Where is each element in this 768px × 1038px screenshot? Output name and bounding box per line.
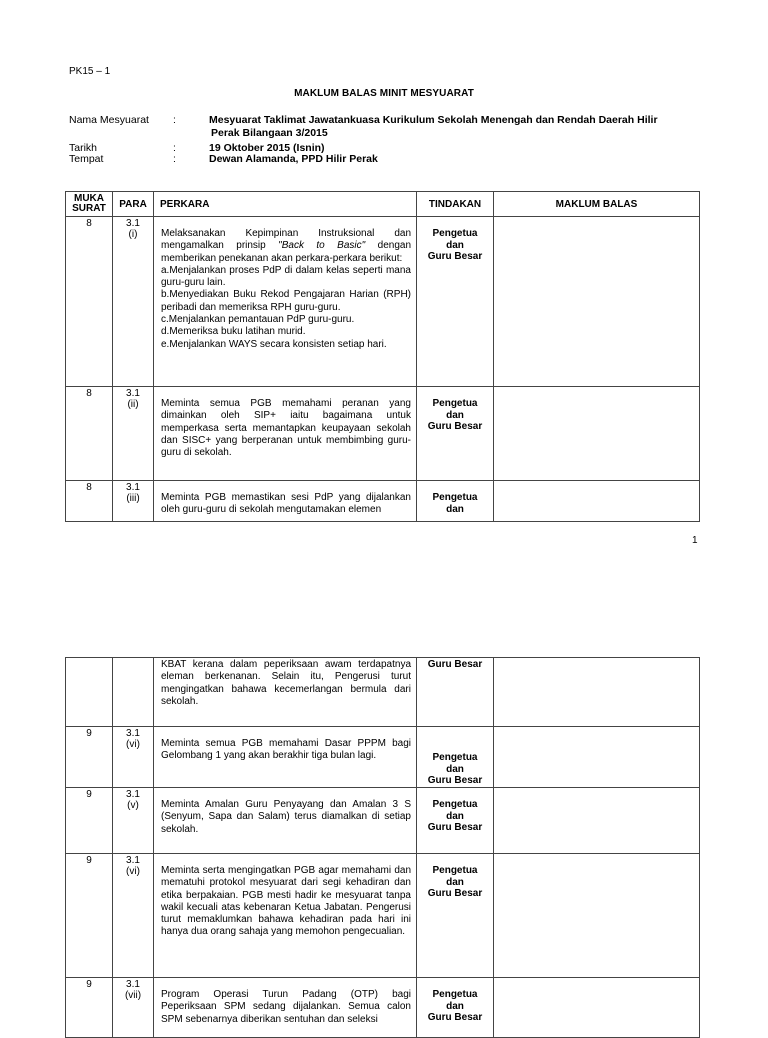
table-row	[66, 727, 700, 788]
cell-muka-surat: 9	[66, 854, 113, 978]
cell-tindakan	[417, 978, 494, 1038]
muka-line1: MUKA	[74, 193, 104, 204]
tindakan-line: dan	[446, 239, 464, 251]
col-header-perkara: PERKARA	[154, 192, 417, 217]
table-header-row	[66, 192, 700, 217]
tindakan-line: dan	[446, 876, 464, 888]
perkara-italic-text: "Back to Basic"	[278, 240, 366, 252]
cell-muka-surat: 9	[66, 978, 113, 1038]
list-item: d.Memeriksa buku latihan murid.	[161, 326, 306, 338]
meta-label-tarikh: Tarikh	[69, 142, 98, 154]
meta-value-tempat: Dewan Alamanda, PPD Hilir Perak	[209, 153, 378, 165]
table-row	[66, 788, 700, 854]
tindakan-line: Pengetua	[432, 492, 478, 503]
cell-muka-surat: 9	[66, 788, 113, 854]
meta-colon: :	[173, 153, 176, 165]
minutes-table-page1	[65, 191, 700, 522]
para-number: 3.1	[126, 728, 140, 739]
tindakan-line: Guru Besar	[427, 421, 483, 432]
para-number: 3.1	[126, 388, 140, 399]
cell-muka-surat: 8	[66, 481, 113, 522]
meta-value-nama-line2: Perak Bilangaan 3/2015	[211, 127, 328, 139]
cell-perkara: Meminta Amalan Guru Penyayang dan Amalan 3 S (Senyum, Sapa dan Salam) terus diamalkan di setiap sekolah.	[154, 788, 417, 854]
cell-muka-surat: 9	[66, 727, 113, 788]
table-row	[66, 481, 700, 522]
tindakan-line: dan	[446, 763, 464, 775]
col-header-para: PARA	[113, 192, 154, 217]
col-header-tindakan: TINDAKAN	[417, 192, 494, 217]
tindakan-line: dan	[446, 503, 464, 515]
list-item: b.Menyediakan Buku Rekod Pengajaran Harian (RPH) peribadi dan memeriksa RPH guru-guru.	[161, 289, 411, 313]
cell-perkara: Meminta semua PGB memahami peranan yang dimainkan oleh SIP+ iaitu bagaimana untuk memperkasa serta memantapkan keupayaan sekolah dan SISC+ yang berperanan untuk membimbing guru-guru di sekolah.	[154, 387, 417, 481]
cell-para	[113, 217, 154, 387]
cell-para	[113, 387, 154, 481]
cell-perkara: KBAT kerana dalam peperiksaan awam terdapatnya eleman berkenanan. Selain itu, Pengerusi turut mengingatkan bahawa kecemerlangan bermula dari sekolah.	[154, 658, 417, 727]
cell-perkara: Meminta serta mengingatkan PGB agar memahami dan mematuhi protokol mesyuarat dari segi kehadiran dan etika berpakaian. PGB mesti hadir ke mesyuarat tanpa wakil kecuali atas kebenaran Ketua Jabatan. Pengerusi turut memaklumkan bahawa kehadiran pada hari ini hanya dua orang sahaja yang memohon pengecualian.	[154, 854, 417, 978]
cell-tindakan	[417, 727, 494, 788]
tindakan-line: Pengetua	[432, 799, 478, 810]
cell-tindakan	[417, 854, 494, 978]
meta-label-nama: Nama Mesyuarat	[69, 114, 149, 126]
col-header-maklum-balas: MAKLUM BALAS	[494, 192, 700, 217]
cell-para	[113, 727, 154, 788]
para-sub: (i)	[128, 229, 138, 240]
para-sub: (iii)	[126, 493, 140, 504]
cell-maklum-balas[interactable]	[494, 481, 700, 522]
cell-maklum-balas[interactable]	[494, 387, 700, 481]
cell-maklum-balas[interactable]	[494, 788, 700, 854]
para-sub: (vii)	[124, 990, 142, 1001]
para-number: 3.1	[126, 482, 140, 493]
cell-tindakan	[417, 481, 494, 522]
cell-perkara: Meminta semua PGB memahami Dasar PPPM bagi Gelombang 1 yang akan berakhir tiga bulan lagi.	[154, 727, 417, 788]
perkara-text-cont: dengan memberikan penekanan akan perkara-perkara berikut:	[161, 240, 412, 264]
tindakan-line: Guru Besar	[427, 1012, 483, 1023]
cell-maklum-balas[interactable]	[494, 727, 700, 788]
meta-label-tempat: Tempat	[69, 153, 104, 165]
muka-line2: SURAT	[72, 203, 106, 214]
cell-perkara	[154, 217, 417, 387]
meta-value-nama-line1: Mesyuarat Taklimat Jawatankuasa Kurikulum Sekolah Menengah dan Rendah Daerah Hilir	[209, 114, 658, 126]
page-number: 1	[692, 535, 698, 546]
tindakan-line: Pengetua	[432, 989, 478, 1000]
tindakan-line: Guru Besar	[427, 822, 483, 833]
para-sub: (vi)	[126, 866, 140, 877]
cell-perkara: Meminta PGB memastikan sesi PdP yang dijalankan oleh guru-guru di sekolah mengutamakan elemen	[154, 481, 417, 522]
tindakan-line: dan	[446, 1000, 464, 1012]
para-sub: (vi)	[126, 739, 140, 750]
tindakan-line: Guru Besar	[427, 659, 483, 670]
cell-tindakan	[417, 387, 494, 481]
cell-tindakan	[417, 658, 494, 727]
meta-value-tarikh: 19 Oktober 2015 (Isnin)	[209, 142, 325, 154]
cell-maklum-balas[interactable]	[494, 978, 700, 1038]
tindakan-line: dan	[446, 409, 464, 421]
cell-maklum-balas[interactable]	[494, 854, 700, 978]
para-number: 3.1	[126, 789, 140, 800]
document-title: MAKLUM BALAS MINIT MESYUARAT	[294, 88, 474, 99]
cell-para	[113, 978, 154, 1038]
tindakan-line: Guru Besar	[427, 251, 483, 262]
list-item: c.Menjalankan pemantauan PdP guru-guru.	[161, 314, 355, 326]
para-sub: (ii)	[127, 399, 139, 410]
table-row	[66, 658, 700, 727]
meta-colon: :	[173, 142, 176, 154]
cell-perkara: Program Operasi Turun Padang (OTP) bagi Peperiksaan SPM sedang dijalankan. Semua calon SPM sebenarnya diberikan sentuhan dan seleksi	[154, 978, 417, 1038]
meta-value-nama	[209, 114, 658, 140]
tindakan-line: Pengetua	[432, 398, 478, 409]
cell-tindakan	[417, 217, 494, 387]
col-header-muka-surat	[66, 192, 113, 217]
cell-muka-surat: 8	[66, 387, 113, 481]
tindakan-line: Pengetua	[432, 865, 478, 876]
para-number: 3.1	[126, 218, 140, 229]
tindakan-line: Pengetua	[432, 752, 478, 763]
cell-para	[113, 658, 154, 727]
perkara-text: Melaksanakan Kepimpinan Instruksional dan mengamalkan prinsip	[161, 228, 411, 252]
table-row	[66, 387, 700, 481]
cell-maklum-balas[interactable]	[494, 658, 700, 727]
table-row	[66, 854, 700, 978]
tindakan-line: Guru Besar	[427, 888, 483, 899]
para-sub: (v)	[127, 800, 139, 811]
cell-muka-surat	[66, 658, 113, 727]
para-number: 3.1	[126, 855, 140, 866]
cell-para	[113, 481, 154, 522]
table-row	[66, 217, 700, 387]
tindakan-line: Guru Besar	[427, 775, 483, 786]
tindakan-line: dan	[446, 810, 464, 822]
tindakan-line: Pengetua	[432, 228, 478, 239]
meta-colon: :	[173, 114, 176, 126]
cell-maklum-balas[interactable]	[494, 217, 700, 387]
minutes-table-page2	[65, 657, 700, 1038]
list-item: e.Menjalankan WAYS secara konsisten setiap hari.	[161, 338, 387, 350]
cell-muka-surat: 8	[66, 217, 113, 387]
cell-tindakan	[417, 788, 494, 854]
cell-para	[113, 854, 154, 978]
para-number: 3.1	[126, 979, 140, 990]
table-row	[66, 978, 700, 1038]
form-code: PK15 – 1	[69, 66, 111, 77]
list-item: a.Menjalankan proses PdP di dalam kelas seperti mana guru-guru lain.	[161, 264, 411, 289]
cell-para	[113, 788, 154, 854]
